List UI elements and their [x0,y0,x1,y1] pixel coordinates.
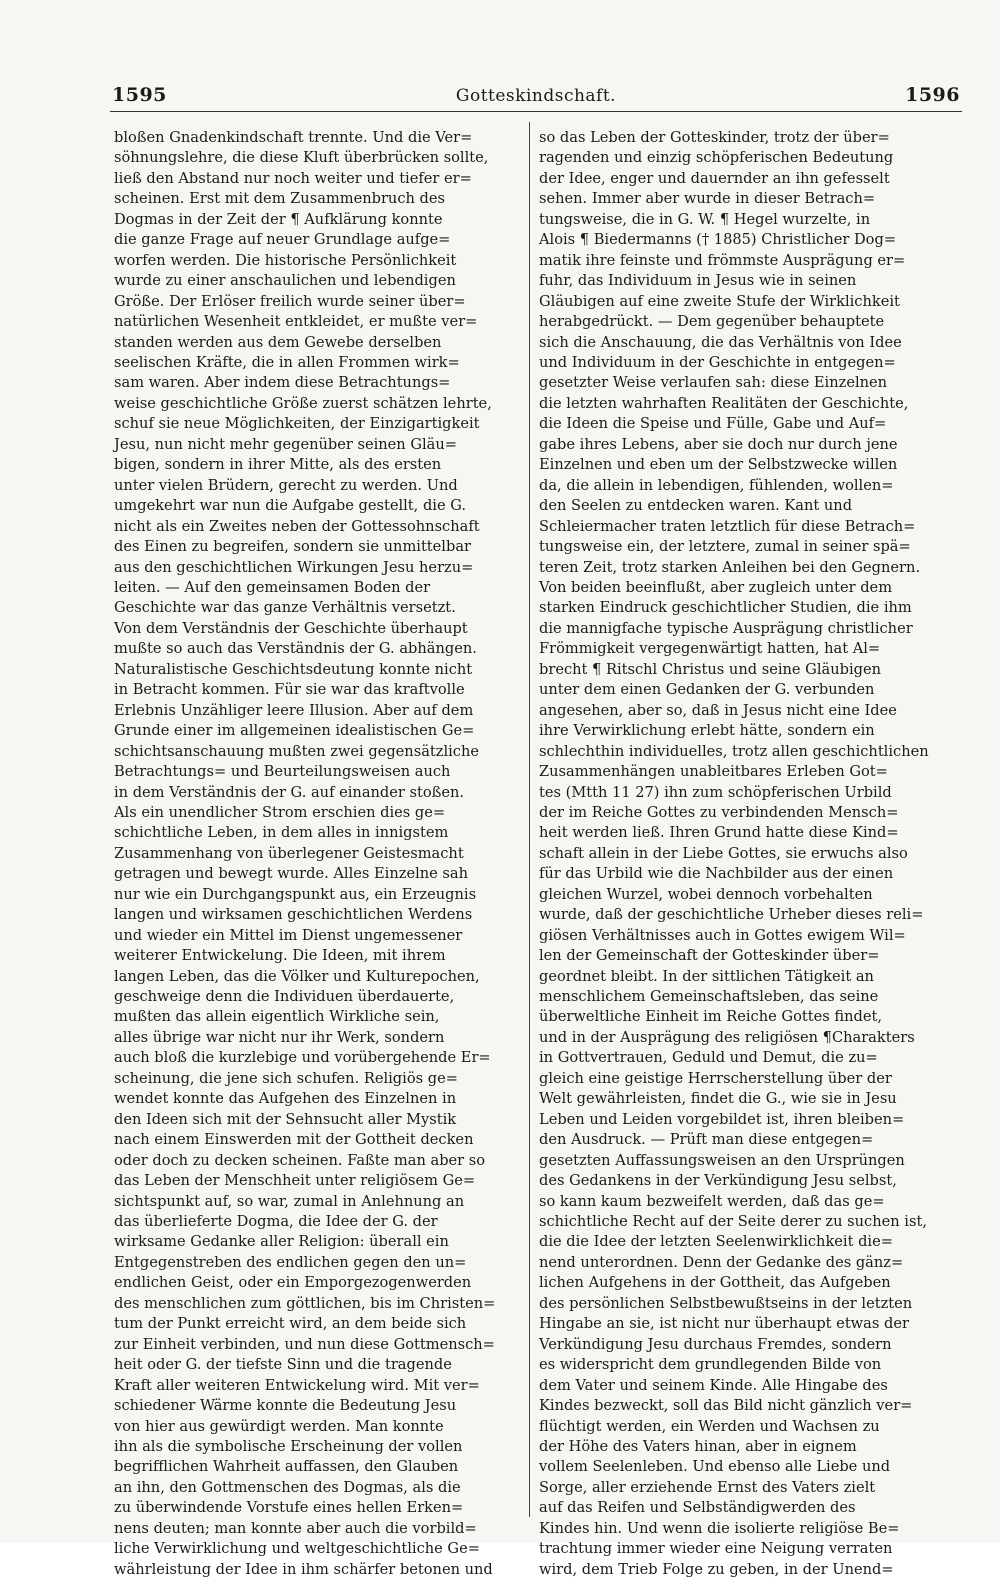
left-column [114,128,526,1578]
column-divider [529,122,530,1517]
page-number-right: 1596 [905,84,960,106]
running-title: Gotteskindschaft. [455,86,617,106]
right-column [539,128,951,1578]
left-column-text: bloßen Gnadenkindschaft trennte. Und die Ver= söhnungslehre, die diese Kluft überbrücken sollte, ließ den Abstand nur noch weiter und tiefer er= scheinen. Erst mit dem Zusammenbruch des Dogmas in der Zeit der ¶ Aufklärung konnte die ganze Frage auf neuer Grundlage aufge= worfen werden. Die historische Persönlichkeit wurde zu einer anschaulichen und lebendigen Größe. Der Erlöser freilich wurde seiner über= natürlichen Wesenheit entkleidet, er mußte ver= standen werden aus dem Gewebe derselben seelischen Kräfte, die in allen Frommen wirk= sam waren. Aber indem diese Betrachtungs= weise geschichtliche Größe zuerst schätzen lehrte, schuf sie neue Möglichkeiten, der Einzigartigkeit Jesu, nun nicht mehr gegenüber seinen Gläu= bigen, sondern in ihrer Mitte, als des ersten unter vielen Brüdern, gerecht zu werden. Und umgekehrt war nun die Aufgabe gestellt, die G. nicht als ein Zweites neben der Gottessohnschaft des Einen zu begreifen, sondern sie unmittelbar aus den geschichtlichen Wirkungen Jesu herzu= leiten. — Auf den gemeinsamen Boden der Geschichte war das ganze Verhältnis versetzt. Von dem Verständnis der Geschichte überhaupt mußte so auch das Verständnis der G. abhängen. Naturalistische Geschichtsdeutung konnte nicht in Betracht kommen. Für sie war das kraftvolle Erlebnis Unzähliger leere Illusion. Aber auf dem Grunde einer im allgemeinen idealistischen Ge= schichtsanschauung mußten zwei gegensätzliche Betrachtungs= und Beurteilungsweisen auch in dem Verständnis der G. auf einander stoßen. Als ein unendlicher Strom erschien dies ge= schichtliche Leben, in dem alles in innigstem Zusammenhang von überlegener Geistesmacht getragen und bewegt wurde. Alles Einzelne sah nur wie ein Durchgangspunkt aus, ein Erzeugnis langen und wirksamen geschichtlichen Werdens und wieder ein Mittel im Dienst ungemessener weiterer Entwickelung. Die Ideen, mit ihrem langen Leben, das die Völker und Kulturepochen, geschweige denn die Individuen überdauerte, mußten das allein eigentlich Wirkliche sein, alles übrige war nicht nur ihr Werk, sondern auch bloß die kurzlebige und vorübergehende Er= scheinung, die jene sich schufen. Religiös ge= wendet konnte das Aufgehen des Einzelnen in den Ideen sich mit der Sehnsucht aller Mystik nach einem Einswerden mit der Gottheit decken oder doch zu decken scheinen. Faßte man aber so das Leben der Menschheit unter religiösem Ge= sichtspunkt auf, so war, zumal in Anlehnung an das überlieferte Dogma, die Idee der G. der wirksame Gedanke aller Religion: überall ein Entgegenstreben des endlichen gegen den un= endlichen Geist, oder ein Emporgezogenwerden des menschlichen zum göttlichen, bis im Christen= tum der Punkt erreicht wird, an dem beide sich zur Einheit verbinden, und nun diese Gottmensch= heit oder G. der tiefste Sinn und die tragende Kraft aller weiteren Entwickelung wird. Mit ver= schiedener Wärme konnte die Bedeutung Jesu von hier aus gewürdigt werden. Man konnte ihn als die symbolische Erscheinung der vollen begrifflichen Wahrheit auffassen, den Glauben an ihn, den Gottmenschen des Dogmas, als die zu überwindende Vorstufe eines hellen Erken= nens deuten; man konnte aber auch die vorbild= liche Verwirklichung und weltgeschichtliche Ge= währleistung der Idee in ihm schärfer betonen und [114,129,496,1578]
header-rule [110,111,962,112]
page-header [112,84,960,114]
page-number-left: 1595 [112,84,167,106]
right-column-text: so das Leben der Gotteskinder, trotz der über= ragenden und einzig schöpferischen Bedeutung der Idee, enger und dauernder an ihn gefesselt sehen. Immer aber wurde in dieser Betrach= tungsweise, die in G. W. ¶ Hegel wurzelte, in Alois ¶ Biedermanns († 1885) Christlicher Dog= matik ihre feinste und frömmste Ausprägung er= fuhr, das Individuum in Jesus wie in seinen Gläubigen auf eine zweite Stufe der Wirklichkeit herabgedrückt. — Dem gegenüber behauptete sich die Anschauung, die das Verhältnis von Idee und Individuum in der Geschichte in entgegen= gesetzter Weise verlaufen sah: diese Einzelnen die letzten wahrhaften Realitäten der Geschichte, die Ideen die Speise und Fülle, Gabe und Auf= gabe ihres Lebens, aber sie doch nur durch jene Einzelnen und eben um der Selbstzwecke willen da, die allein in lebendigen, fühlenden, wollen= den Seelen zu entdecken waren. Kant und Schleiermacher traten letztlich für diese Betrach= tungsweise ein, der letztere, zumal in seiner spä= teren Zeit, trotz starken Anleihen bei den Gegnern. Von beiden beeinflußt, aber zugleich unter dem starken Eindruck geschichtlicher Studien, die ihm die mannigfache typische Ausprägung christlicher Frömmigkeit vergegenwärtigt hatten, hat Al= brecht ¶ Ritschl Christus und seine Gläubigen unter dem einen Gedanken der G. verbunden angesehen, aber so, daß in Jesus nicht eine Idee ihre Verwirklichung erlebt hätte, sondern ein schlechthin individuelles, trotz allen geschichtlichen Zusammenhängen unableitbares Erleben Got= tes (Mtth 11 27) ihn zum schöpferischen Urbild der im Reiche Gottes zu verbindenden Mensch= heit werden ließ. Ihren Grund hatte diese Kind= schaft allein in der Liebe Gottes, sie erwuchs also für das Urbild wie die Nachbilder aus der einen gleichen Wurzel, wobei dennoch vorbehalten wurde, daß der geschichtliche Urheber dieses reli= giösen Verhältnisses auch in Gottes ewigem Wil= len der Gemeinschaft der Gotteskinder über= geordnet bleibt. In der sittlichen Tätigkeit an menschlichem Gemeinschaftsleben, das seine überweltliche Einheit im Reiche Gottes findet, und in der Ausprägung des religiösen ¶Charakters in Gottvertrauen, Geduld und Demut, die zu= gleich eine geistige Herrscherstellung über der Welt gewährleisten, findet die G., wie sie in Jesu Leben und Leiden vorgebildet ist, ihren bleiben= den Ausdruck. — Prüft man diese entgegen= gesetzten Auffassungsweisen an den Ursprüngen des Gedankens in der Verkündigung Jesu selbst, so kann kaum bezweifelt werden, daß das ge= schichtliche Recht auf der Seite derer zu suchen ist, die die Idee der letzten Seelenwirklichkeit die= nend unterordnen. Denn der Gedanke des gänz= lichen Aufgehens in der Gottheit, das Aufgeben des persönlichen Selbstbewußtseins in der letzten Hingabe an sie, ist nicht nur überhaupt etwas der Verkündigung Jesu durchaus Fremdes, sondern es widerspricht dem grundlegenden Bilde von dem Vater und seinem Kinde. Alle Hingabe des Kindes bezweckt, soll das Bild nicht gänzlich ver= flüchtigt werden, ein Werden und Wachsen zu der Höhe des Vaters hinan, aber in eignem vollem Seelenleben. Und ebenso alle Liebe und Sorge, aller erziehende Ernst des Vaters zielt auf das Reifen und Selbständigwerden des Kindes hin. Und wenn die isolierte religiöse Be= trachtung immer wieder eine Neigung verraten wird, dem Trieb Folge zu geben, in der Unend= [539,129,929,1578]
